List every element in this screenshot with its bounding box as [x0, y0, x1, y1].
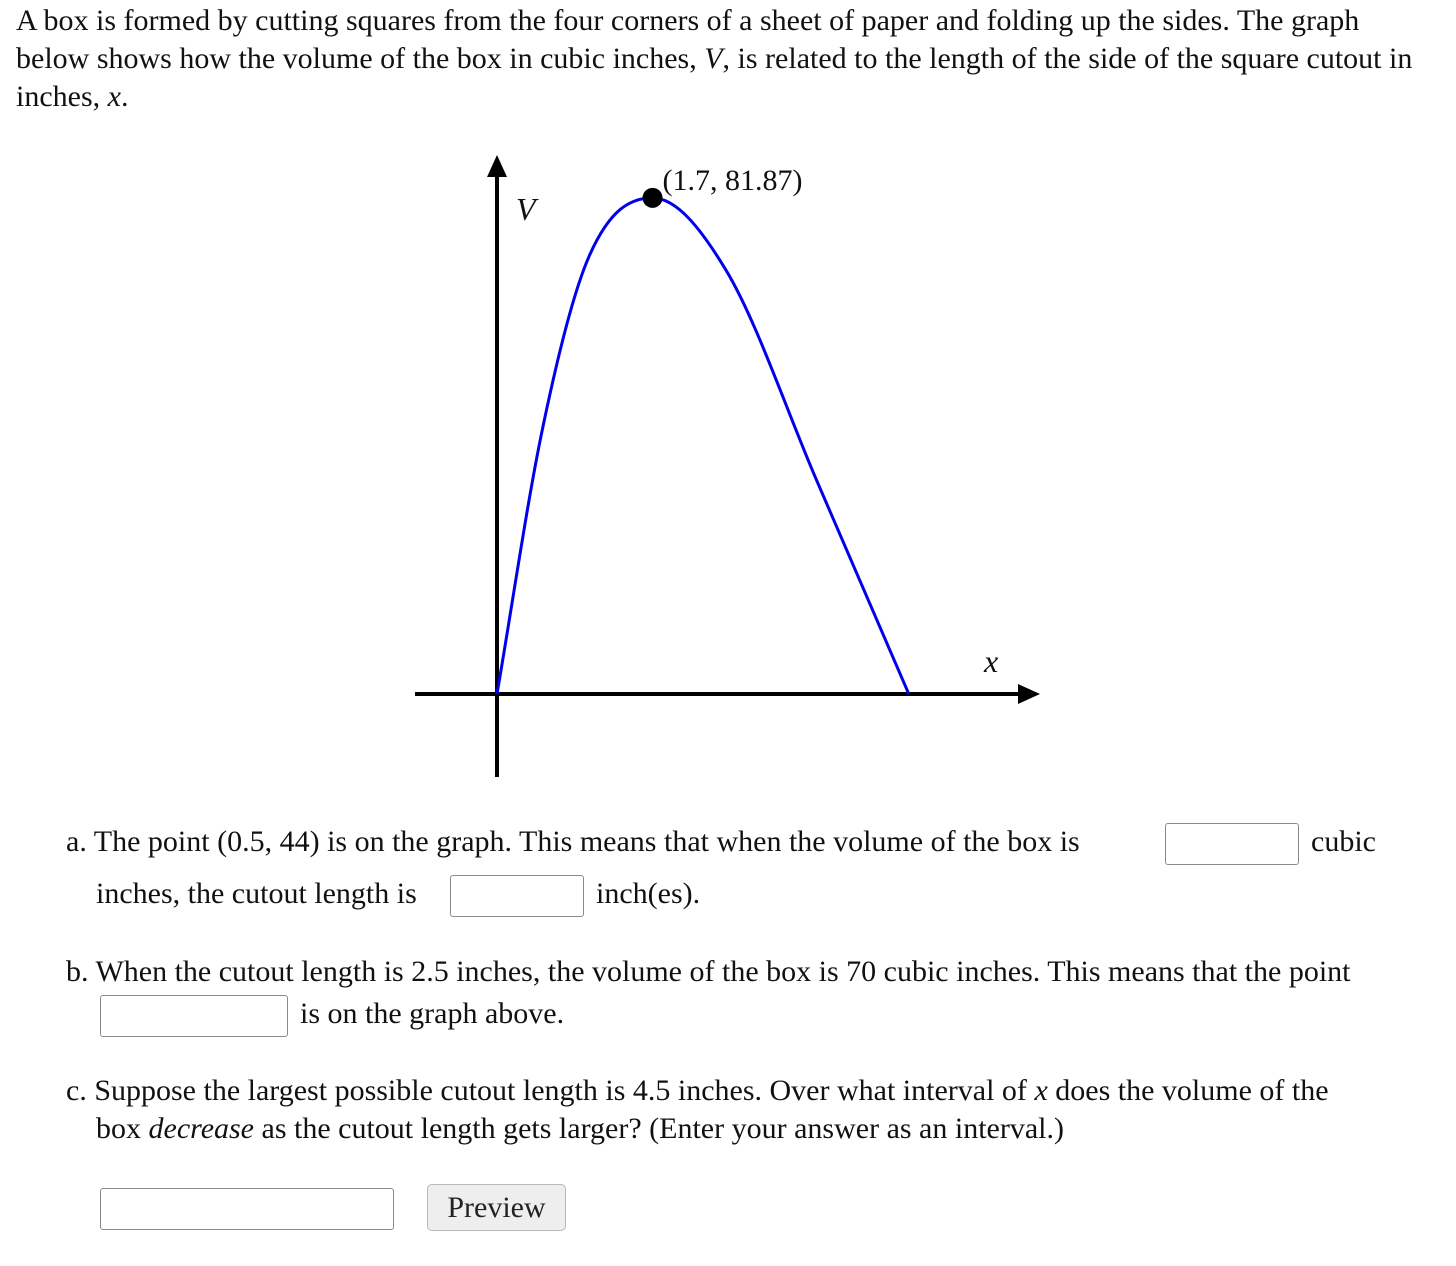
part-c-variable-x: x	[1034, 1074, 1048, 1107]
part-b-line-1: b. When the cutout length is 2.5 inches, the volume of the box is 70 cubic inches. This means that the point	[66, 955, 1351, 988]
part-b-line-2: is on the graph above.	[300, 997, 565, 1030]
part-c-box: box	[96, 1112, 149, 1145]
y-axis-label: V	[516, 191, 536, 227]
x-axis-arrow	[1018, 684, 1040, 704]
intro-text-2: , is related to the length of the side of the square cutout in inches,	[16, 42, 1413, 113]
part-c-prefix: c. Suppose the largest possible cutout length is 4.5 inches. Over what interval of	[66, 1074, 1035, 1107]
part-a-line-1	[66, 822, 1080, 862]
interval-answer-input[interactable]	[100, 1188, 394, 1230]
part-a-point: (0.5, 44)	[217, 825, 320, 858]
maximum-point-dot	[643, 188, 663, 208]
preview-button[interactable]: Preview	[427, 1184, 566, 1231]
point-answer-input[interactable]	[100, 995, 288, 1037]
part-c-line-2	[96, 1109, 1064, 1149]
volume-curve	[497, 198, 909, 694]
part-a-line-2: inches, the cutout length is	[96, 877, 417, 910]
cutout-length-answer-input[interactable]	[450, 875, 584, 917]
intro-text-1: A box is formed by cutting squares from the four corners of a sheet of paper and folding up the sides. The graph below shows how the volume of the box in cubic inches,	[16, 4, 1360, 75]
part-c-emphasis: decrease	[148, 1112, 254, 1145]
part-c-rest: as the cutout length gets larger? (Enter your answer as an interval.)	[254, 1112, 1064, 1145]
part-c-line-1	[66, 1071, 1329, 1111]
part-a-cubic: cubic	[1311, 825, 1376, 858]
x-axis-label: x	[984, 643, 999, 679]
maximum-point-label: (1.7, 81.87)	[662, 163, 803, 197]
variable-v: V	[704, 42, 723, 75]
y-axis-arrow	[487, 155, 507, 177]
intro-text-3: .	[120, 80, 129, 113]
part-a-inches: inch(es).	[596, 877, 701, 910]
part-c-suffix: does the volume of the	[1047, 1074, 1329, 1107]
axes	[415, 155, 1040, 777]
part-a-prefix: a. The point	[66, 825, 218, 858]
variable-x: x	[107, 80, 121, 113]
part-a-mid: is on the graph. This means that when the volume of the box is	[319, 825, 1080, 858]
volume-answer-input[interactable]	[1165, 823, 1299, 865]
